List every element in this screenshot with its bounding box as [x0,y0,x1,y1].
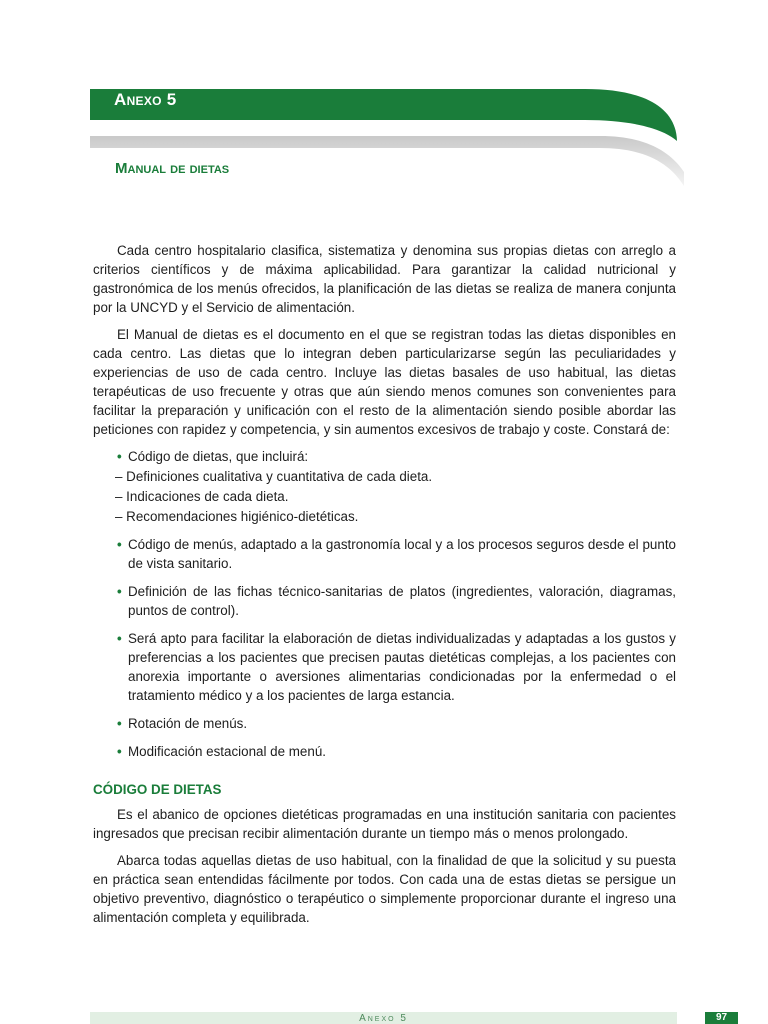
footer-bar [90,1012,677,1024]
list-item [93,714,676,733]
subsection-heading: CÓDIGO DE DIETAS [93,782,222,797]
sub-list [115,467,676,526]
body-content [93,241,676,935]
intro-paragraph-2: El Manual de dietas es el documento en el que se registran todas las dietas disponibles en cada centro. Las dietas que lo integran deben particularizarse según las peculiaridades y experiencias de uso de cada centro. Incluye las dietas basales de uso habitual, las dietas terapéuticas de uso frecuente y otras que aún siendo menos comunes son convenientes para facilitar la preparación y unificación con el resto de la alimentación siendo posible abordar las peticiones con rapidez y competencia, y sin aumentos excesivos de trabajo y coste. Constará de: [93,327,676,437]
list-item [93,629,676,705]
manual-contents-list [93,447,676,761]
list-item [93,582,676,620]
list-item [93,447,676,526]
section-paragraph-2: Abarca todas aquellas dietas de uso habitual, con la finalidad de que la solicitud y su puesta en práctica sean entendidas fácilmente por todos. Con cada una de estas dietas se persigue un objetivo preventivo, diagnóstico o terapéutico o simplemente proporcionar durante el ingreso una alimentación completa y equilibrada. [93,853,676,925]
list-item-text: Será apto para facilitar la elaboración de dietas individualizadas y adaptadas a los gustos y preferencias a los pacientes que precisen pautas dietéticas complejas, a los pacientes con anorexia importante o aversiones alimentarias condicionadas por la enfermedad o el tratamiento médico y a los pacientes de larga estancia. [128,631,676,703]
sub-list-item: – Recomendaciones higiénico-dietéticas. [115,509,359,524]
bullet-icon: • [117,449,122,464]
bullet-icon: • [117,584,122,599]
list-item-text: Rotación de menús. [128,716,248,731]
page-number: 97 [705,1012,738,1024]
sub-list-item: – Indicaciones de cada dieta. [115,489,289,504]
list-item-text: Código de dietas, que incluirá: [128,449,309,464]
sub-list-item: – Definiciones cualitativa y cuantitativa de cada dieta. [115,469,433,484]
list-item-text: Código de menús, adaptado a la gastronomía local y a los procesos seguros desde el punto de vista sanitario. [128,537,676,571]
section-paragraph-1: Es el abanico de opciones dietéticas programadas en una institución sanitaria con pacientes ingresados que precisan recibir alimentación durante un tiempo más o menos prolongado. [93,807,676,841]
list-item-text: Modificación estacional de menú. [128,744,326,759]
list-item [93,535,676,573]
footer-label: Anexo 5 [359,1013,408,1024]
section-title: Manual de dietas [115,160,230,177]
bullet-icon: • [117,537,122,552]
bullet-icon: • [117,631,122,646]
bullet-icon: • [117,716,122,731]
list-item [93,742,676,761]
intro-paragraph-1: Cada centro hospitalario clasifica, sistematiza y denomina sus propias dietas con arreglo a criterios científicos y de máxima aplicabilidad. Para garantizar la calidad nutricional y gastronómica de los menús ofrecidos, la planificación de las dietas se realiza de manera conjunta por la UNCYD y el Servicio de alimentación. [93,243,676,315]
annex-title: Anexo 5 [114,90,177,109]
list-item-text: Definición de las fichas técnico-sanitarias de platos (ingredientes, valoración, diagramas, puntos de control). [128,584,676,618]
bullet-icon: • [117,744,122,759]
